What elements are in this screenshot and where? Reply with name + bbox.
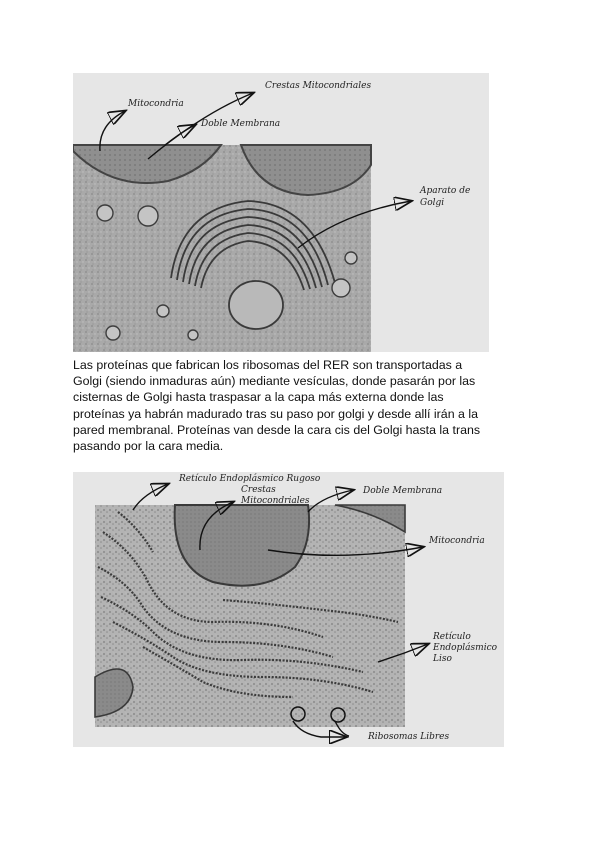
label-reticulo-liso-3: Liso	[433, 654, 452, 664]
label-aparato-golgi-2: Golgi	[420, 198, 445, 208]
label-mitocondria: Mitocondria	[429, 536, 485, 546]
label-reticulo-rugoso: Retículo Endoplásmico Rugoso	[179, 474, 321, 484]
label-reticulo-liso-1: Retículo	[433, 632, 471, 642]
figure-reticulo	[73, 472, 504, 747]
caption-text: Las proteínas que fabrican los ribosomas del RER son transportadas a Golgi (siendo inmaduras aún) mediante vesículas, donde pasarán por las cisternas de Golgi hasta traspasar a la capa más externa donde las proteínas ya habrán madurado tras su paso por golgi y desde allí irán a la pared membranal. Proteínas van desde la cara cis del Golgi hasta la trans pasando por la cara media.	[73, 358, 481, 454]
label-crestas-2: Mitocondriales	[241, 496, 310, 506]
rer-micrograph	[73, 472, 504, 747]
golgi-micrograph	[73, 73, 489, 352]
label-aparato-golgi-1: Aparato de	[420, 186, 471, 196]
label-doble-membrana: Doble Membrana	[201, 119, 281, 129]
label-crestas-mitocondriales: Crestas Mitocondriales	[265, 81, 372, 91]
label-reticulo-liso-2: Endoplásmico	[433, 643, 498, 653]
label-ribosomas-libres: Ribosomas Libres	[368, 732, 450, 742]
figure-golgi	[73, 73, 489, 352]
golgi-vacuole	[229, 281, 283, 329]
label-doble-membrana: Doble Membrana	[363, 486, 443, 496]
label-mitocondria: Mitocondria	[128, 99, 184, 109]
label-crestas-1: Crestas	[241, 485, 276, 495]
